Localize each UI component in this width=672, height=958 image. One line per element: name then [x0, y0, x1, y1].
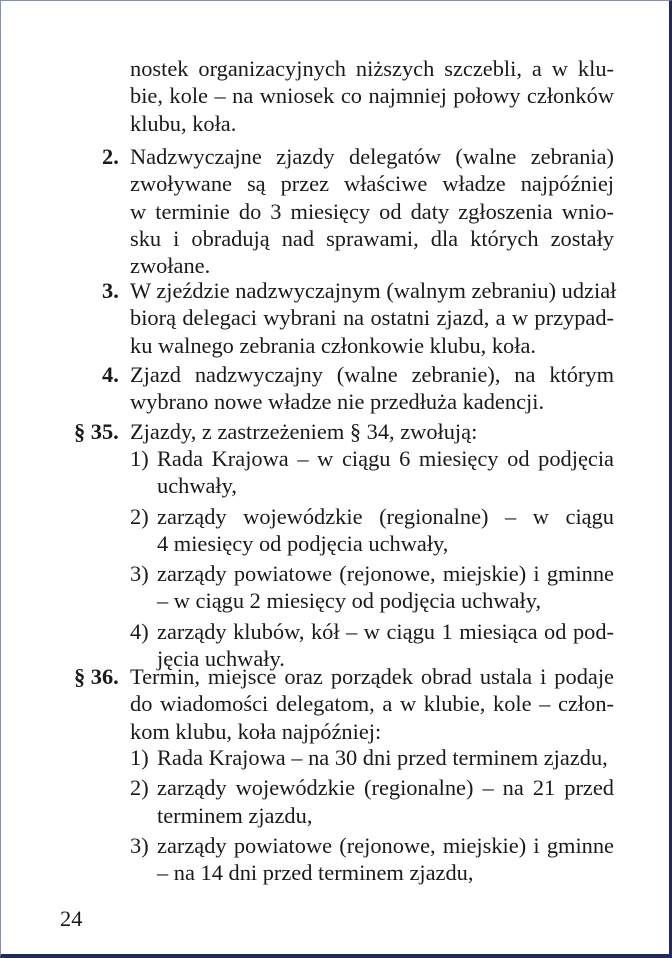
- point-number: 3.: [102, 278, 119, 303]
- text-line: zarządy klubów, kół – w ciągu 1 miesiąca od pod-: [157, 618, 614, 644]
- list-marker: 1): [130, 745, 149, 770]
- list-marker: 2): [130, 503, 149, 529]
- text-line: uchwały,: [157, 473, 237, 499]
- text-line: 4 miesięcy od podjęcia uchwały,: [157, 530, 449, 556]
- point-3-paragraph: [130, 277, 617, 359]
- text-line: Zjazd nadzwyczajny (walne zebranie), na którym: [130, 362, 614, 387]
- intro-paragraph: [130, 55, 614, 137]
- list-marker: 1): [130, 446, 149, 471]
- section-label: § 36.: [74, 664, 119, 689]
- list-item: [130, 744, 614, 771]
- text-line: – na 14 dni przed terminem zjazdu,: [157, 860, 474, 886]
- text-line: W zjeździe nadzwyczajnym (walnym zebraniu) udział: [130, 278, 617, 303]
- list-item: [130, 832, 614, 887]
- text-line: biorą delegaci wybrani na ostatni zjazd, a w przypad-: [130, 305, 614, 331]
- text-line: Rada Krajowa – w ciągu 6 miesięcy od podjęcia: [157, 446, 614, 471]
- list-marker: 3): [130, 832, 149, 858]
- text-line: nostek organizacyjnych niższych szczebli, a w klu-: [130, 56, 614, 81]
- section-label: § 35.: [74, 419, 119, 444]
- text-line: zwołane.: [130, 253, 211, 279]
- text-line: wybrano nowe władze nie przedłuża kadencji.: [130, 389, 545, 415]
- point-4-paragraph: [130, 361, 614, 416]
- section-intro: Zjazdy, z zastrzeżeniem § 34, zwołują:: [130, 419, 478, 444]
- section-35: [130, 418, 614, 445]
- point-number: 4.: [102, 362, 119, 387]
- section-intro: Termin, miejsce oraz porządek obrad ustala i podaje: [130, 664, 614, 689]
- section-36-list: [130, 744, 614, 886]
- text-line: sku i obradują nad sprawami, dla których zostały: [130, 225, 614, 251]
- list-marker: 4): [130, 618, 149, 644]
- list-item: [130, 560, 614, 615]
- section-intro: do wiadomości delegatom, a w klubie, kole – człon-: [130, 691, 614, 717]
- text-line: terminem zjazdu,: [157, 802, 313, 828]
- text-line: zarządy powiatowe (rejonowe, miejskie) i gminne: [157, 561, 614, 587]
- section-36: [130, 663, 614, 745]
- text-line: w terminie do 3 miesięcy od daty zgłoszenia wnio-: [130, 198, 614, 224]
- list-item: [130, 774, 614, 829]
- page-number: 24: [60, 906, 83, 931]
- list-item: [130, 503, 614, 558]
- section-intro: kom klubu, koła najpóźniej:: [130, 718, 382, 744]
- text-line: zwoływane są przez właściwe władze najpóźniej: [130, 171, 614, 197]
- text-line: zarządy wojewódzkie (regionalne) – w ciągu: [157, 503, 614, 529]
- text-line: jęcia uchwały.: [157, 646, 285, 672]
- text-line: Nadzwyczajne zjazdy delegatów (walne zebrania): [130, 144, 614, 169]
- text-line: bie, kole – na wniosek co najmniej połowy członków: [130, 83, 614, 109]
- list-item: [130, 445, 614, 500]
- text-line: Rada Krajowa – na 30 dni przed terminem zjazdu,: [157, 745, 608, 770]
- text-line: ku walnego zebrania członkowie klubu, koła.: [130, 332, 537, 358]
- point-number: 2.: [102, 144, 119, 169]
- section-35-list: [130, 445, 614, 672]
- list-marker: 2): [130, 775, 149, 801]
- text-line: klubu, koła.: [130, 110, 237, 136]
- text-line: zarządy powiatowe (rejonowe, miejskie) i gminne: [157, 832, 614, 858]
- text-line: – w ciągu 2 miesięcy od podjęcia uchwały,: [157, 588, 542, 614]
- list-marker: 3): [130, 561, 149, 587]
- point-2-paragraph: [130, 143, 614, 279]
- text-line: zarządy wojewódzkie (regionalne) – na 21 przed: [157, 775, 614, 801]
